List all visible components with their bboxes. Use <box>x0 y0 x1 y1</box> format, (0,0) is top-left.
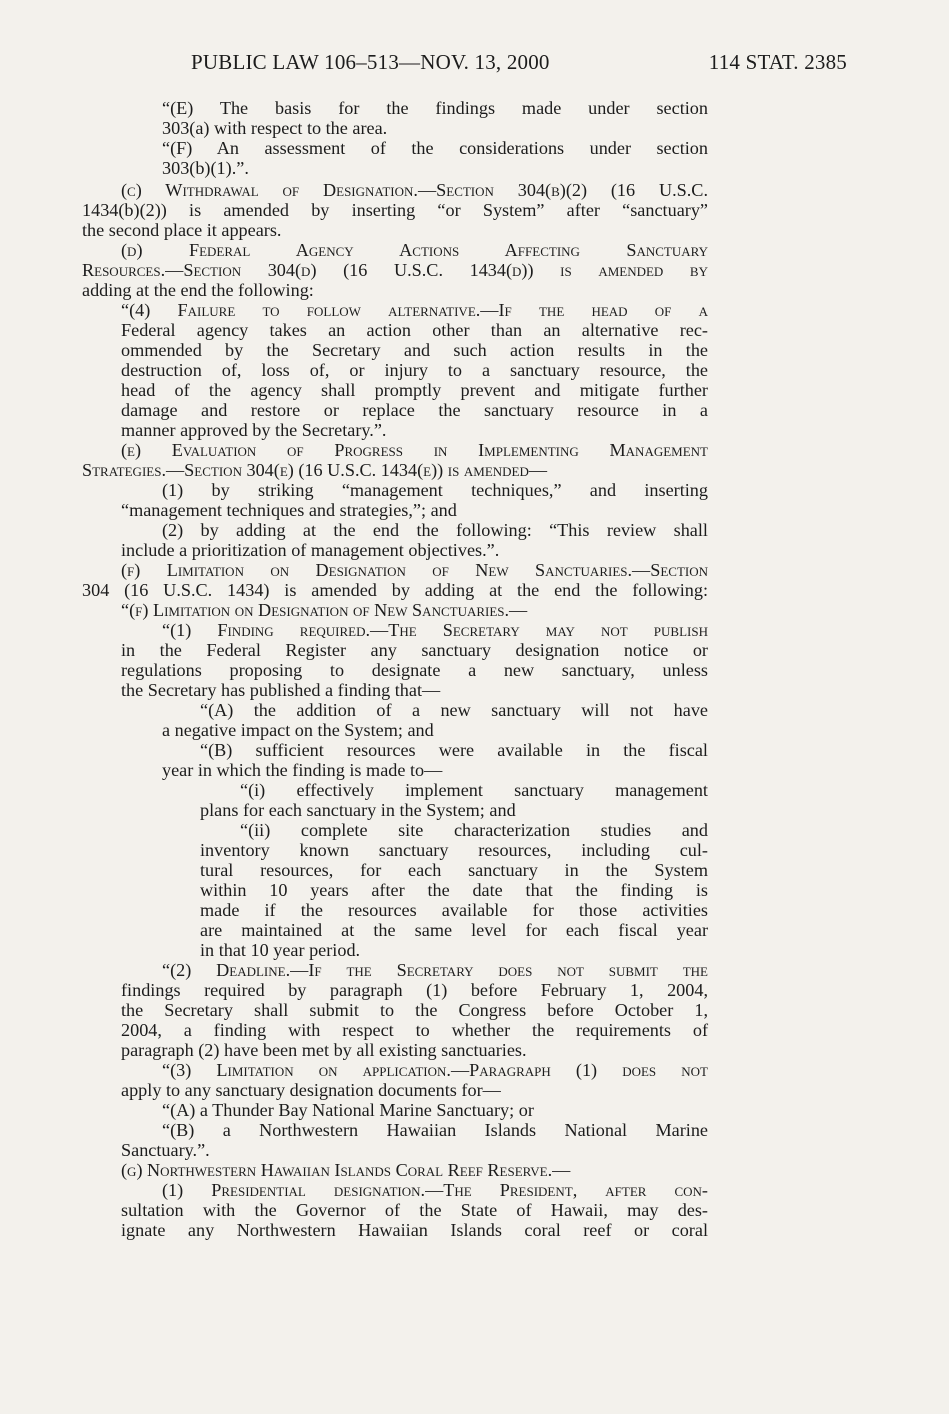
text-line: “(3) Limitation on application.—Paragraph (1) does not <box>162 1060 708 1080</box>
page-header <box>191 50 847 80</box>
text-line: (2) by adding at the end the following: “This review shall <box>162 520 708 540</box>
text-line: “management techniques and strategies,”; and <box>121 500 457 520</box>
text-line: “(2) Deadline.—If the Secretary does not submit the <box>162 960 708 980</box>
text-line: ommended by the Secretary and such action results in the <box>121 340 708 360</box>
text-line: the second place it appears. <box>82 220 282 240</box>
text-line: within 10 years after the date that the finding is <box>200 880 708 900</box>
text-line: “(E) The basis for the findings made under section <box>162 98 708 118</box>
text-line: (d) Federal Agency Actions Affecting Sanctuary <box>121 240 708 260</box>
text-line: include a prioritization of management objectives.”. <box>121 540 500 560</box>
text-line: (c) Withdrawal of Designation.—Section 304(b)(2) (16 U.S.C. <box>121 180 708 200</box>
text-line: “(f) Limitation on Designation of New Sanctuaries.— <box>121 600 528 620</box>
text-line: the Secretary shall submit to the Congress before October 1, <box>121 1000 708 1020</box>
text-line: regulations proposing to designate a new sanctuary, unless <box>121 660 708 680</box>
text-line: (1) Presidential designation.—The President, after con- <box>162 1180 708 1200</box>
text-line: made if the resources available for those activities <box>200 900 708 920</box>
text-line: (f) Limitation on Designation of New Sanctuaries.—Section <box>121 560 708 580</box>
text-line: “(4) Failure to follow alternative.—If the head of a <box>121 300 708 320</box>
text-line: head of the agency shall promptly prevent and mitigate further <box>121 380 708 400</box>
text-line: “(A) a Thunder Bay National Marine Sanctuary; or <box>162 1100 534 1120</box>
text-line: (1) by striking “management techniques,” and inserting <box>162 480 708 500</box>
text-line: manner approved by the Secretary.”. <box>121 420 387 440</box>
text-line: 304 (16 U.S.C. 1434) is amended by adding at the end the following: <box>82 580 708 600</box>
text-line: 2004, a finding with respect to whether the requirements of <box>121 1020 708 1040</box>
text-line: (e) Evaluation of Progress in Implementing Management <box>121 440 708 460</box>
text-line: paragraph (2) have been met by all existing sanctuaries. <box>121 1040 527 1060</box>
text-line: 303(a) with respect to the area. <box>162 118 388 138</box>
text-line: in that 10 year period. <box>200 940 361 960</box>
text-line: “(ii) complete site characterization studies and <box>240 820 708 840</box>
text-line: in the Federal Register any sanctuary designation notice or <box>121 640 708 660</box>
text-line: Resources.—Section 304(d) (16 U.S.C. 1434(d)) is amended by <box>82 260 708 280</box>
statute-page-number: 114 STAT. 2385 <box>708 50 847 74</box>
text-line: “(B) sufficient resources were available in the fiscal <box>200 740 708 760</box>
text-line: (g) Northwestern Hawaiian Islands Coral Reef Reserve.— <box>121 1160 571 1180</box>
text-line: Federal agency takes an action other than an alternative rec- <box>121 320 708 340</box>
text-line: findings required by paragraph (1) before February 1, 2004, <box>121 980 708 1000</box>
text-line: year in which the finding is made to— <box>162 760 443 780</box>
text-line: a negative impact on the System; and <box>162 720 434 740</box>
text-line: “(i) effectively implement sanctuary management <box>240 780 708 800</box>
public-law-citation: PUBLIC LAW 106–513—NOV. 13, 2000 <box>191 50 550 74</box>
text-line: ignate any Northwestern Hawaiian Islands coral reef or coral <box>121 1220 708 1240</box>
text-line: 1434(b)(2)) is amended by inserting “or System” after “sanctuary” <box>82 200 708 220</box>
text-line: apply to any sanctuary designation documents for— <box>121 1080 501 1100</box>
text-line: are maintained at the same level for each fiscal year <box>200 920 708 940</box>
text-line: inventory known sanctuary resources, including cul- <box>200 840 708 860</box>
text-line: “(B) a Northwestern Hawaiian Islands National Marine <box>162 1120 708 1140</box>
text-line: sultation with the Governor of the State of Hawaii, may des- <box>121 1200 708 1220</box>
text-line: “(F) An assessment of the considerations under section <box>162 138 708 158</box>
text-line: 303(b)(1).”. <box>162 158 249 178</box>
text-line: tural resources, for each sanctuary in the System <box>200 860 708 880</box>
text-line: damage and restore or replace the sanctuary resource in a <box>121 400 708 420</box>
text-line: the Secretary has published a finding that— <box>121 680 441 700</box>
text-line: Strategies.—Section 304(e) (16 U.S.C. 1434(e)) is amended— <box>82 460 548 480</box>
text-line: “(1) Finding required.—The Secretary may not publish <box>162 620 708 640</box>
text-line: plans for each sanctuary in the System; and <box>200 800 516 820</box>
text-line: adding at the end the following: <box>82 280 314 300</box>
text-line: Sanctuary.”. <box>121 1140 210 1160</box>
text-line: “(A) the addition of a new sanctuary will not have <box>200 700 708 720</box>
text-line: destruction of, loss of, or injury to a sanctuary resource, the <box>121 360 708 380</box>
